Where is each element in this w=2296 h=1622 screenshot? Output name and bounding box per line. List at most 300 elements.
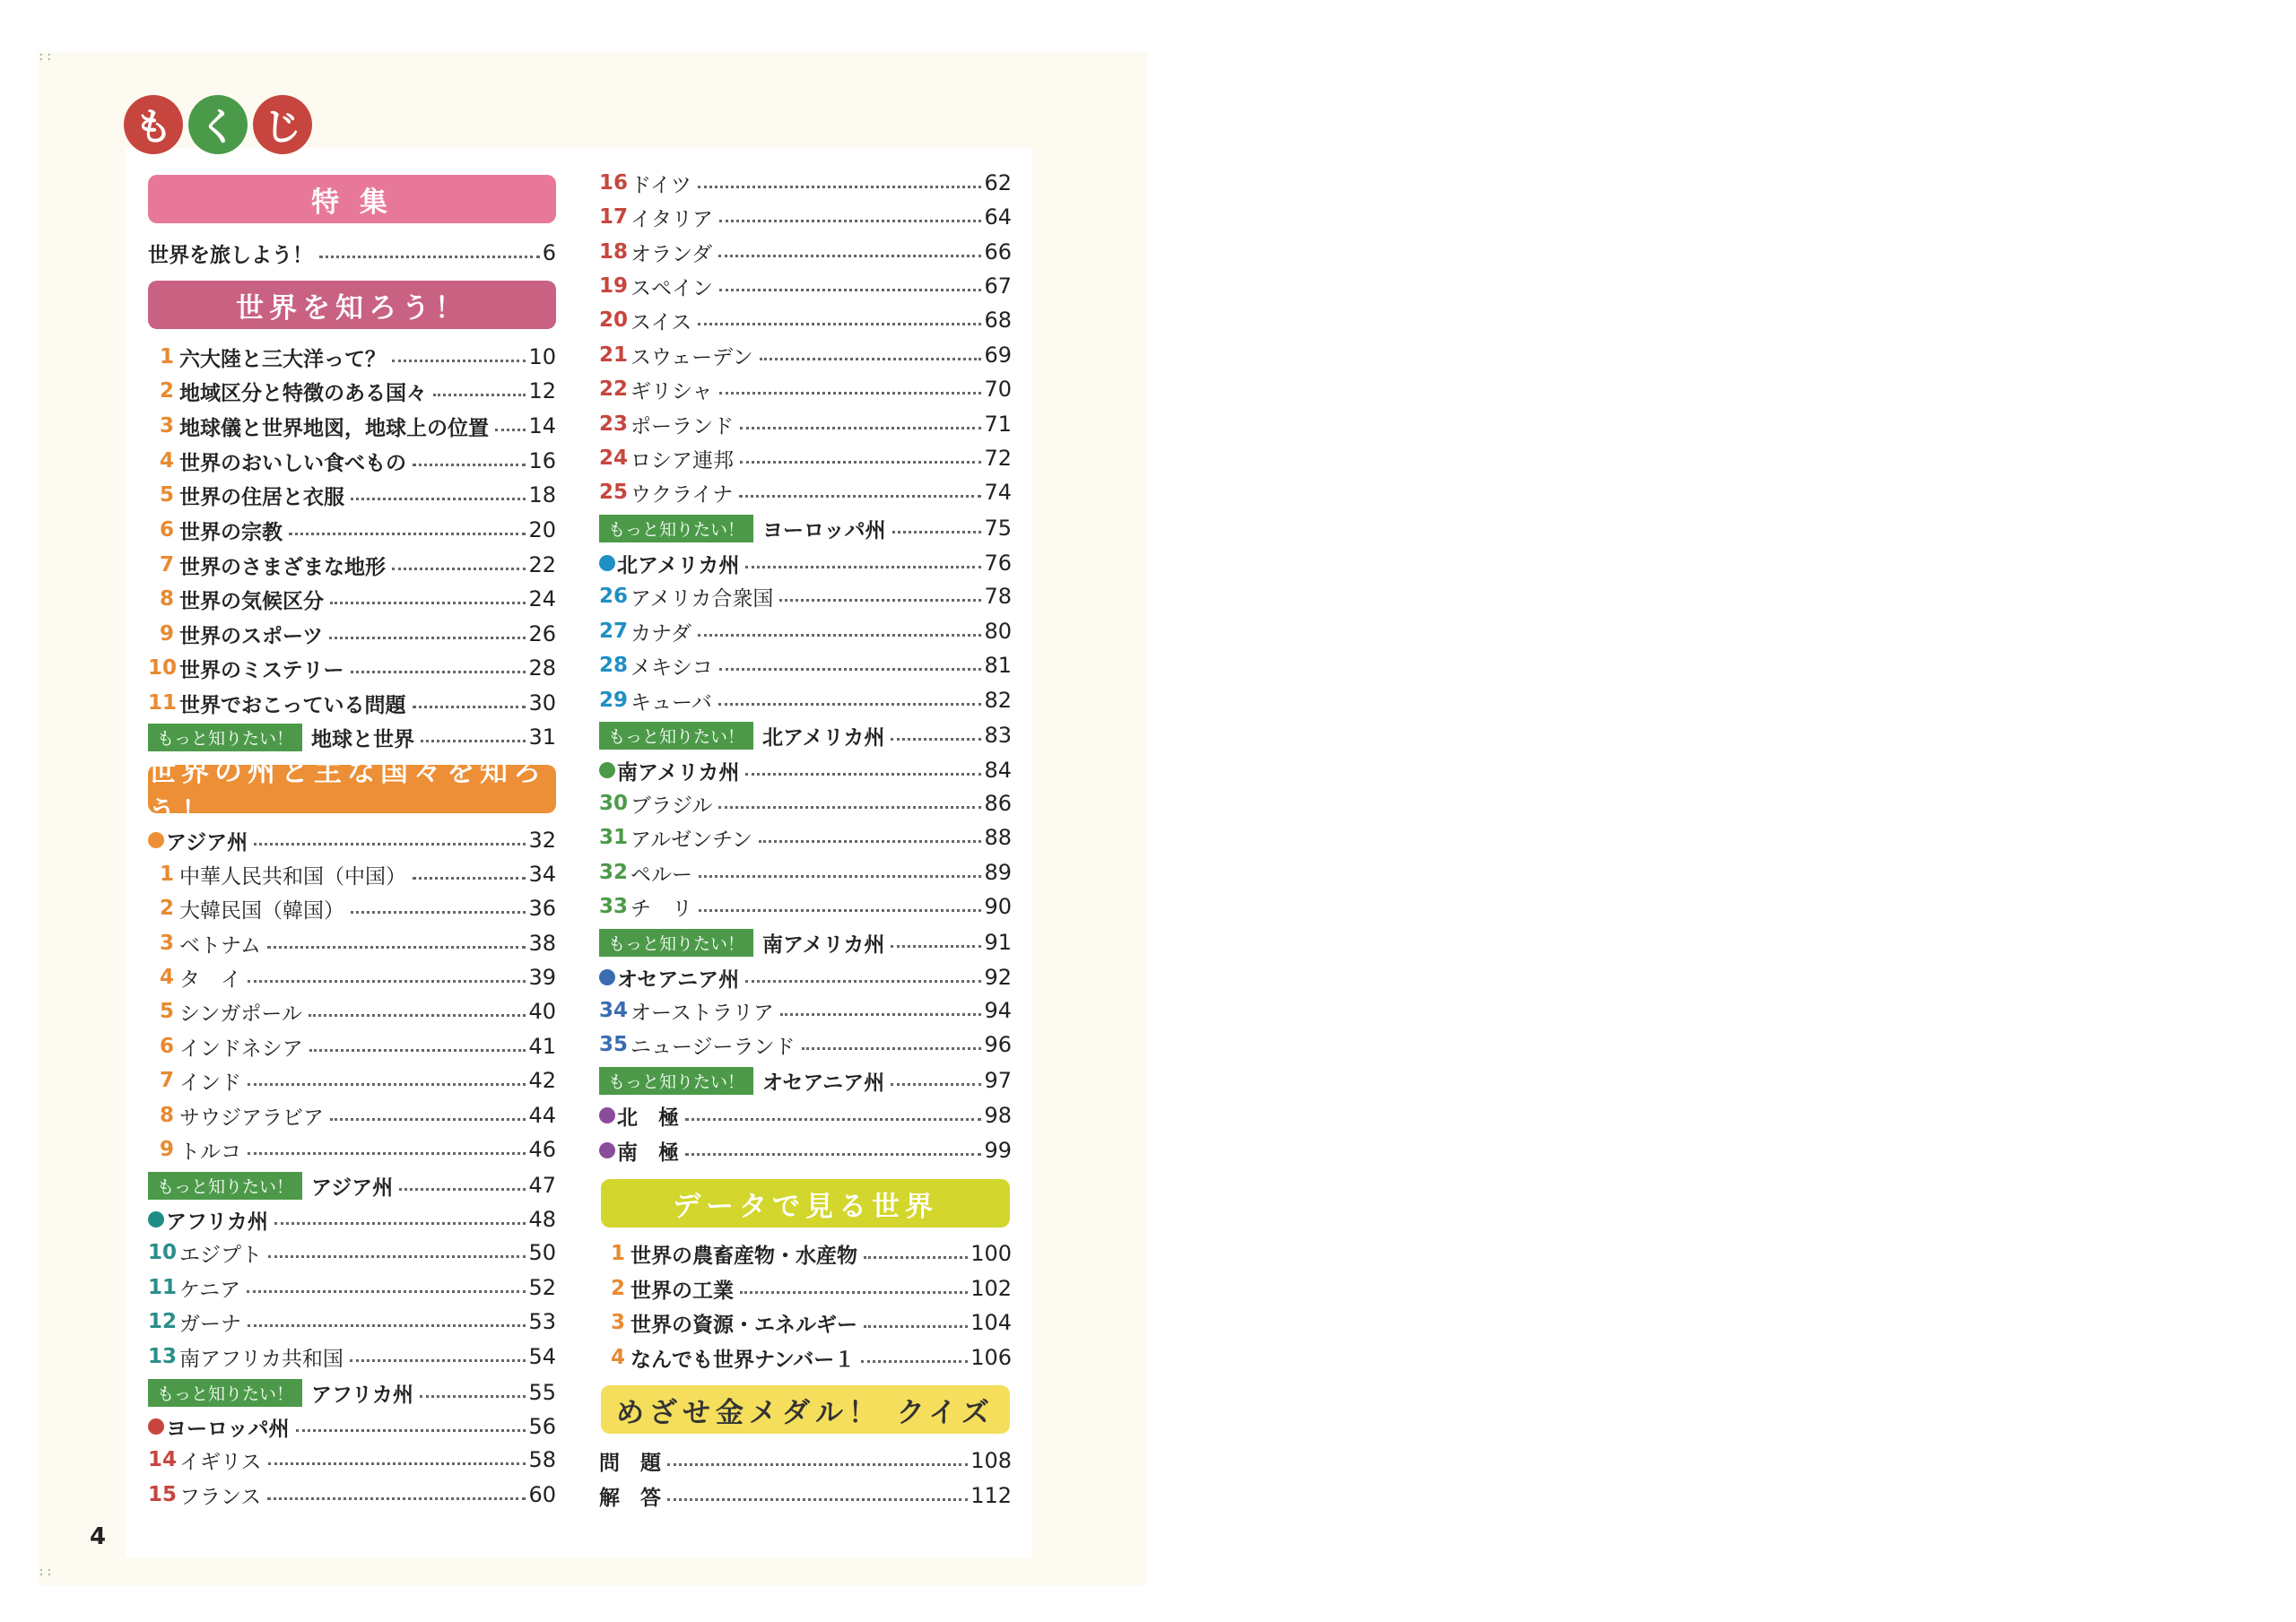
region-dot-icon [148, 1211, 164, 1227]
entry-title: アジア州 [311, 1175, 394, 1200]
toc-entry[interactable] [599, 683, 1012, 717]
toc-entry[interactable] [148, 857, 556, 891]
entry-title: アフリカ州 [311, 1383, 413, 1407]
entry-page: 50 [528, 1240, 556, 1265]
entry-page: 106 [970, 1345, 1012, 1370]
leader-dots [740, 427, 981, 429]
toc-entry[interactable] [599, 648, 1012, 682]
entry-title: ポーランド [631, 414, 734, 438]
leader-dots [495, 429, 526, 431]
entry-page: 56 [528, 1414, 556, 1439]
leader-dots [274, 1222, 526, 1225]
toc-entry[interactable] [599, 579, 1012, 613]
entry-title: 中華人民共和国（中国） [179, 864, 406, 889]
entry-title: 地域区分と特徴のある国々 [179, 381, 427, 405]
title-char-2: く [188, 95, 248, 154]
entry-number: 5 [159, 1000, 174, 1023]
leader-dots [719, 220, 981, 222]
toc-entry[interactable] [148, 1478, 556, 1512]
entry-number: 33 [599, 895, 629, 918]
entry-number: 20 [599, 308, 629, 332]
leader-dots [698, 634, 982, 637]
leader-dots [392, 360, 526, 362]
entry-page: 84 [984, 758, 1012, 783]
entry-number: 7 [159, 553, 174, 577]
toc-entry[interactable] [148, 891, 556, 925]
toc-entry[interactable] [599, 993, 1012, 1028]
entry-title: シンガポール [179, 1002, 302, 1026]
entry-page: 39 [528, 965, 556, 990]
entry-title: 世界の住居と衣服 [179, 485, 344, 509]
toc-entry[interactable] [599, 441, 1012, 475]
toc-entry[interactable] [599, 786, 1012, 820]
entry-number: 14 [148, 1448, 178, 1471]
entry-title: 世界のおいしい食べもの [179, 451, 406, 475]
crop-mark-bottom: :: [38, 1566, 54, 1579]
motto-entry[interactable] [599, 511, 1012, 545]
toc-entry[interactable] [148, 617, 556, 651]
leader-dots [351, 498, 526, 500]
entry-number: 6 [159, 1035, 174, 1058]
entry-number: 7 [159, 1069, 174, 1092]
leader-dots [861, 1360, 968, 1363]
entry-page: 55 [528, 1380, 556, 1405]
entry-title: 南アフリカ共和国 [179, 1347, 344, 1371]
region-dot-icon [599, 555, 615, 571]
entry-page: 53 [528, 1309, 556, 1334]
toc-entry[interactable] [148, 1236, 556, 1270]
entry-number: 5 [159, 483, 174, 507]
entry-page: 78 [984, 584, 1012, 609]
leader-dots [309, 1014, 526, 1017]
entry-title: インドネシア [179, 1037, 303, 1061]
entry-page: 46 [528, 1137, 556, 1162]
entry-page: 108 [970, 1448, 1012, 1473]
entry-page: 52 [528, 1275, 556, 1300]
entry-title: サウジアラビア [179, 1106, 324, 1130]
leader-dots [267, 946, 526, 949]
entry-title: イタリア [631, 207, 713, 231]
leader-dots [740, 461, 981, 464]
entry-page: 26 [528, 621, 556, 646]
toc-entry[interactable] [599, 1028, 1012, 1062]
leader-dots [268, 1462, 526, 1465]
region-dot-icon [599, 969, 615, 985]
entry-page: 99 [984, 1138, 1012, 1163]
entry-page: 98 [984, 1103, 1012, 1128]
entry-number: 18 [599, 240, 629, 264]
entry-title: フランス [179, 1485, 262, 1509]
leader-dots [309, 1049, 526, 1052]
toc-entry[interactable] [148, 340, 556, 374]
motto-tag: もっと知りたい！ [599, 929, 753, 957]
motto-entry[interactable] [148, 1168, 556, 1202]
toc-entry[interactable] [148, 994, 556, 1028]
entry-title: アフリカ州 [166, 1210, 268, 1234]
entry-number: 27 [599, 620, 629, 643]
toc-entry[interactable] [148, 1305, 556, 1339]
entry-number: 6 [159, 518, 174, 542]
region-north-america[interactable] [599, 546, 1012, 580]
leader-dots [759, 840, 982, 843]
entry-page: 112 [970, 1483, 1012, 1508]
toc-entry[interactable] [148, 548, 556, 582]
entry-number: 16 [599, 171, 629, 195]
entry-page: 30 [528, 690, 556, 716]
leader-dots [891, 1083, 981, 1086]
region-oceania[interactable] [599, 960, 1012, 994]
entry-title: ベトナム [179, 933, 261, 958]
entry-title: インド [179, 1071, 241, 1095]
entry-page: 82 [984, 688, 1012, 713]
region-dot-icon [148, 832, 164, 848]
leader-dots [698, 323, 981, 325]
entry-number: 4 [159, 449, 174, 473]
entry-page: 74 [984, 480, 1012, 505]
entry-page: 12 [528, 378, 556, 403]
entry-title: スペイン [631, 276, 713, 300]
toc-entry[interactable] [599, 855, 1012, 889]
entry-page: 89 [984, 860, 1012, 885]
leader-dots [745, 980, 981, 983]
entry-number: 2 [159, 897, 174, 920]
leader-dots [433, 394, 526, 396]
leader-dots [254, 843, 526, 846]
entry-page: 62 [984, 170, 1012, 195]
entry-number: 13 [148, 1345, 178, 1368]
entry-number: 8 [159, 1104, 174, 1127]
entry-title: ペルー [631, 863, 692, 887]
entry-number: 11 [148, 1276, 178, 1299]
toc-entry[interactable] [148, 1063, 556, 1097]
leader-dots [329, 637, 526, 639]
entry-number: 24 [599, 447, 629, 470]
entry-page: 60 [528, 1482, 556, 1507]
entry-title: ケニア [179, 1278, 241, 1302]
quiz-entry[interactable] [599, 1479, 1012, 1513]
entry-title: ヨーロッパ州 [166, 1417, 290, 1441]
entry-title: 世界の気候区分 [179, 589, 324, 613]
entry-page: 69 [984, 343, 1012, 368]
toc-entry[interactable] [148, 1271, 556, 1305]
leader-dots [745, 773, 981, 776]
entry-page: 34 [528, 862, 556, 887]
toc-entry[interactable] [599, 1305, 1012, 1340]
entry-title: 北アメリカ州 [762, 725, 885, 750]
leader-dots [330, 1118, 526, 1121]
entry-page: 86 [984, 791, 1012, 816]
entry-page: 42 [528, 1068, 556, 1093]
entry-title: ウクライナ [631, 482, 734, 507]
entry-page: 68 [984, 308, 1012, 333]
leader-dots [802, 1047, 982, 1050]
entry-title: 世界の資源・エネルギー [631, 1313, 857, 1337]
region-south-america[interactable] [599, 753, 1012, 787]
entry-title: オセアニア州 [762, 1071, 885, 1095]
region-south-pole[interactable] [599, 1133, 1012, 1167]
entry-page: 97 [984, 1068, 1012, 1093]
leader-dots [685, 1118, 981, 1121]
entry-title: メキシコ [631, 655, 713, 680]
toc-entry[interactable] [148, 582, 556, 616]
entry-page: 92 [984, 965, 1012, 990]
entry-page: 36 [528, 896, 556, 921]
entry-page: 58 [528, 1447, 556, 1472]
entry-page: 88 [984, 825, 1012, 850]
motto-tag: もっと知りたい！ [599, 1067, 753, 1095]
entry-page: 10 [528, 344, 556, 369]
entry-page: 20 [528, 517, 556, 542]
entry-title: タ イ [179, 967, 241, 992]
entry-title: アジア州 [166, 830, 248, 854]
toc-title [124, 95, 312, 154]
entry-page: 28 [528, 655, 556, 681]
entry-page: 24 [528, 586, 556, 612]
motto-tag: もっと知りたい！ [148, 1379, 302, 1407]
entry-number: 29 [599, 689, 629, 712]
region-dot-icon [599, 1107, 615, 1123]
leader-dots [247, 1290, 526, 1293]
entry-title: キューバ [631, 690, 712, 715]
entry-page: 22 [528, 552, 556, 577]
entry-title: トルコ [179, 1140, 241, 1164]
entry-title: チ リ [631, 897, 692, 921]
toc-entry[interactable] [599, 1271, 1012, 1305]
entry-title: なんでも世界ナンバー１ [631, 1348, 856, 1372]
entry-title: 六大陸と三大洋って？ [179, 347, 386, 371]
entry-number: 9 [159, 1138, 174, 1161]
quiz-entry[interactable] [599, 1444, 1012, 1478]
leader-dots [392, 568, 526, 570]
leader-dots [330, 602, 526, 604]
leader-dots [779, 599, 981, 602]
entry-page: 64 [984, 204, 1012, 230]
entry-number: 19 [599, 274, 629, 298]
leader-dots [698, 186, 982, 188]
leader-dots [350, 1359, 526, 1362]
toc-entry[interactable] [599, 235, 1012, 269]
entry-page: 66 [984, 239, 1012, 265]
entry-title: 世界の宗教 [179, 520, 283, 544]
leader-dots [760, 358, 982, 360]
entry-page: 40 [528, 999, 556, 1024]
toc-entry[interactable] [599, 407, 1012, 441]
leader-dots [864, 1256, 968, 1259]
leader-dots [248, 1324, 526, 1327]
entry-page: 44 [528, 1103, 556, 1128]
leader-dots [296, 1429, 526, 1432]
toc-entry[interactable] [148, 1340, 556, 1374]
motto-tag: もっと知りたい！ [599, 722, 753, 750]
leader-dots [719, 289, 981, 291]
toc-entry[interactable] [148, 409, 556, 443]
toc-entry[interactable] [599, 614, 1012, 648]
toc-entry[interactable] [148, 374, 556, 408]
entry-title: 南アメリカ州 [762, 932, 885, 957]
entry-number: 30 [599, 792, 629, 815]
toc-entry[interactable] [148, 1132, 556, 1167]
leader-dots [319, 256, 540, 258]
entry-number: 31 [599, 826, 629, 849]
entry-number: 34 [599, 999, 629, 1022]
entry-number: 3 [159, 932, 174, 955]
entry-page: 100 [970, 1241, 1012, 1266]
entry-title: オーストラリア [631, 1001, 774, 1025]
toc-entry[interactable] [599, 1236, 1012, 1271]
entry-title: 世界を旅しよう！ [148, 243, 313, 267]
entry-title: アルゼンチン [631, 828, 752, 852]
entry-page: 54 [528, 1344, 556, 1369]
leader-dots [740, 1291, 968, 1294]
leader-dots [719, 668, 982, 671]
toc-entry[interactable] [599, 1340, 1012, 1375]
entry-travel[interactable] [148, 236, 556, 270]
leader-dots [351, 911, 526, 914]
entry-title: ヨーロッパ州 [762, 518, 886, 542]
motto-tag: もっと知りたい！ [148, 724, 302, 751]
toc-entry[interactable] [599, 338, 1012, 372]
region-europe[interactable] [148, 1409, 556, 1444]
motto-entry[interactable] [599, 718, 1012, 752]
entry-page: 18 [528, 482, 556, 507]
toc-entry[interactable] [148, 960, 556, 994]
entry-number: 11 [148, 691, 178, 715]
entry-title: 南アメリカ州 [617, 760, 740, 785]
banner-special: 特 集 [148, 175, 556, 223]
entry-title: 世界のさまざまな地形 [179, 555, 386, 579]
entry-number: 9 [159, 622, 174, 646]
toc-entry[interactable] [599, 475, 1012, 509]
entry-number: 2 [159, 379, 174, 403]
entry-page: 72 [984, 446, 1012, 471]
entry-title: オランダ [631, 242, 713, 266]
entry-page: 48 [528, 1207, 556, 1232]
entry-title: 世界でおこっている問題 [179, 693, 406, 717]
leader-dots [699, 875, 981, 878]
toc-entry[interactable] [148, 1443, 556, 1477]
region-africa[interactable] [148, 1202, 556, 1236]
leader-dots [719, 392, 982, 395]
leader-dots [891, 738, 981, 741]
toc-entry[interactable] [148, 513, 556, 547]
entry-title: ブラジル [631, 794, 713, 818]
entry-title: 問 題 [599, 1451, 661, 1475]
toc-entry[interactable] [599, 303, 1012, 337]
entry-number: 28 [599, 654, 629, 677]
leader-dots [780, 1013, 982, 1016]
toc-entry[interactable] [599, 269, 1012, 303]
toc-entry[interactable] [148, 1029, 556, 1063]
entry-title: ドイツ [631, 173, 691, 197]
entry-number: 8 [159, 587, 174, 611]
entry-page: 32 [528, 828, 556, 853]
toc-entry[interactable] [599, 166, 1012, 200]
toc-entry[interactable] [148, 444, 556, 478]
leader-dots [248, 1152, 526, 1155]
entry-number: 12 [148, 1310, 178, 1333]
leader-dots [267, 1497, 526, 1500]
crop-mark-top: :: [38, 50, 54, 64]
entry-number: 3 [610, 1311, 625, 1334]
toc-entry[interactable] [599, 200, 1012, 234]
leader-dots [745, 566, 981, 568]
region-asia[interactable] [148, 823, 556, 857]
entry-page: 31 [528, 724, 556, 750]
leader-dots [268, 1255, 526, 1258]
title-char-3: じ [253, 95, 312, 154]
motto-tag: もっと知りたい！ [148, 1172, 302, 1200]
motto-entry[interactable] [599, 1063, 1012, 1097]
entry-page: 70 [984, 377, 1012, 402]
entry-number: 10 [148, 1241, 178, 1264]
entry-page: 67 [984, 273, 1012, 299]
leader-dots [718, 703, 982, 706]
entry-number: 26 [599, 585, 629, 608]
region-dot-icon [599, 762, 615, 778]
entry-page: 38 [528, 931, 556, 956]
entry-title: 世界の工業 [631, 1279, 734, 1303]
toc-entry[interactable] [599, 889, 1012, 924]
toc-entry[interactable] [148, 651, 556, 685]
toc-entry[interactable] [599, 820, 1012, 854]
entry-title: イギリス [179, 1450, 262, 1474]
motto-entry[interactable] [148, 1375, 556, 1409]
leader-dots [289, 533, 526, 535]
entry-page: 102 [970, 1276, 1012, 1301]
entry-number: 17 [599, 205, 629, 229]
entry-page: 90 [984, 894, 1012, 919]
entry-number: 22 [599, 377, 629, 401]
leader-dots [718, 255, 981, 257]
toc-entry[interactable] [148, 1098, 556, 1132]
region-north-pole[interactable] [599, 1098, 1012, 1132]
entry-title: 大韓民国（韓国） [179, 898, 344, 923]
entry-title: ギリシャ [631, 379, 713, 403]
leader-dots [420, 1395, 526, 1398]
entry-title: ガーナ [179, 1312, 241, 1336]
entry-title: ニュージーランド [631, 1035, 796, 1059]
leader-dots [864, 1325, 968, 1328]
banner-data-world: データで見る世界 [601, 1179, 1010, 1227]
entry-title: 地球と世界 [311, 727, 415, 751]
toc-entry[interactable] [148, 478, 556, 512]
entry-page: 96 [984, 1032, 1012, 1057]
entry-number: 4 [610, 1346, 625, 1369]
toc-entry[interactable] [148, 926, 556, 960]
leader-dots [685, 1153, 981, 1156]
banner-regions: 世界の州と主な国々を知ろう！ [148, 765, 556, 813]
entry-page: 91 [984, 930, 1012, 955]
toc-entry[interactable] [599, 372, 1012, 406]
entry-number: 32 [599, 861, 629, 884]
entry-title: 世界のスポーツ [179, 624, 324, 648]
leader-dots [248, 1083, 526, 1086]
entry-page: 76 [984, 551, 1012, 576]
entry-title: スイス [631, 310, 692, 334]
leader-dots [399, 1188, 526, 1191]
entry-number: 15 [148, 1483, 178, 1506]
entry-title: 南 極 [617, 1141, 679, 1165]
motto-entry[interactable] [599, 925, 1012, 959]
region-dot-icon [599, 1142, 615, 1158]
entry-number: 23 [599, 412, 629, 436]
banner-know-world: 世界を知ろう！ [148, 281, 556, 329]
region-dot-icon [148, 1418, 164, 1435]
entry-title: カナダ [631, 621, 691, 646]
toc-entry[interactable] [148, 686, 556, 720]
entry-title: スウェーデン [631, 345, 753, 369]
entry-page: 94 [984, 998, 1012, 1023]
